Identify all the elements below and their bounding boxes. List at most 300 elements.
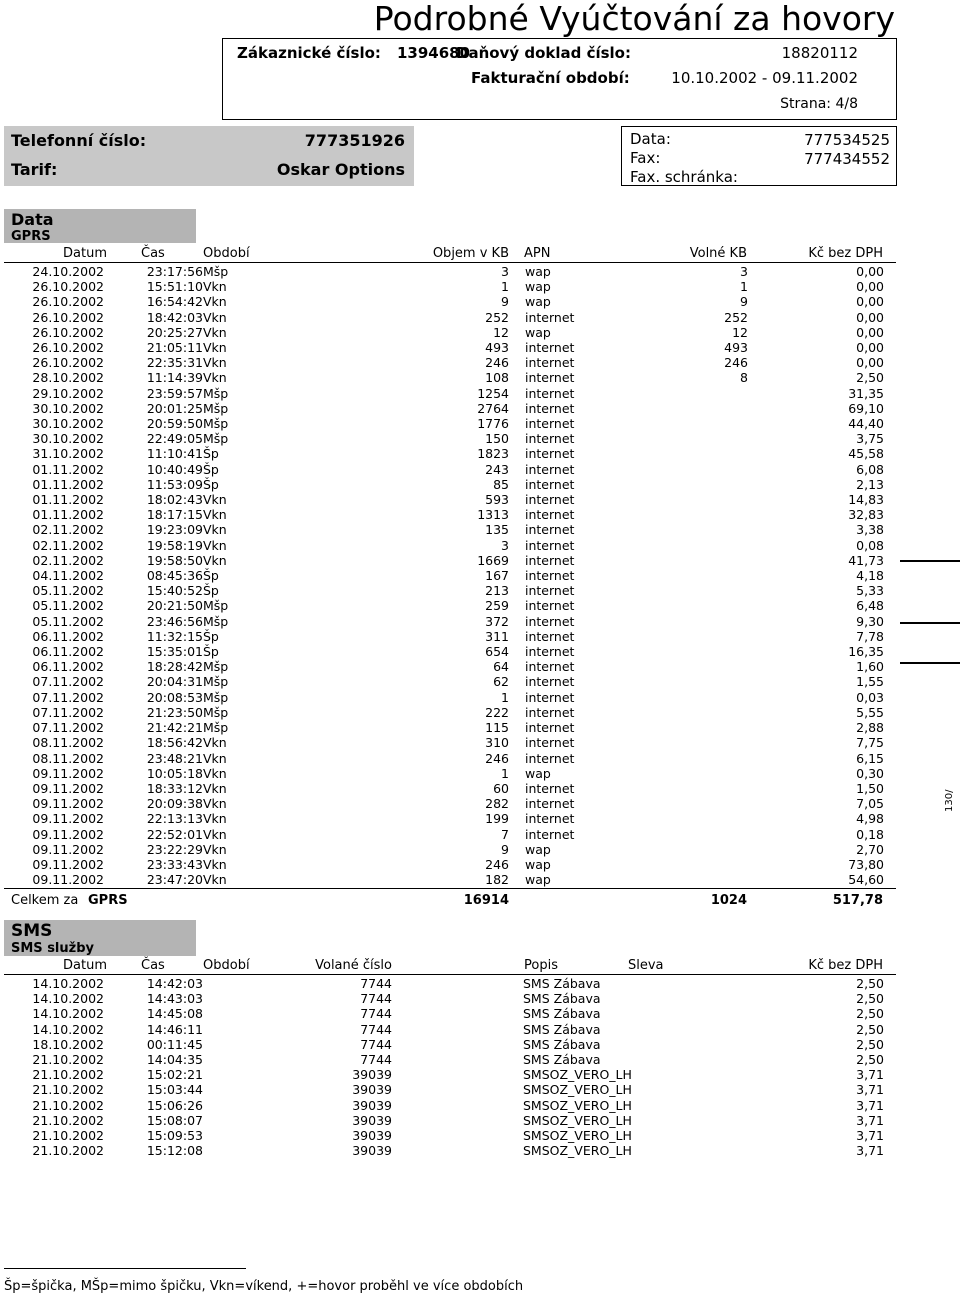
gprs-price: 0,08: [856, 537, 884, 553]
gprs-apn: wap: [525, 294, 551, 310]
gprs-volume: 246: [485, 355, 509, 371]
gprs-spacer: [509, 325, 525, 340]
gprs-time: 20:59:50: [146, 416, 203, 432]
sms-called-number: 39039: [352, 1097, 392, 1113]
gprs-date: 02.11.2002: [32, 537, 104, 553]
sms-row: [4, 1098, 884, 1113]
gprs-time: 10:40:49: [146, 461, 203, 477]
gprs-spacer: [509, 796, 525, 811]
gprs-volume: 259: [485, 598, 509, 614]
sms-time: 15:09:53: [146, 1128, 203, 1144]
gprs-volume: 222: [485, 704, 509, 720]
gprs-period: Vkn: [203, 537, 227, 553]
gprs-volume: 1: [501, 765, 509, 781]
gprs-date: 02.11.2002: [32, 522, 104, 538]
gprs-volume: 2764: [477, 400, 509, 416]
gprs-apn: internet: [525, 507, 575, 523]
fax-number-value: 777434552: [804, 150, 890, 168]
gprs-volume: 64: [493, 659, 509, 675]
gprs-date: 05.11.2002: [32, 613, 104, 629]
gprs-apn: internet: [525, 598, 575, 614]
gprs-period: Mšp: [203, 598, 229, 614]
gprs-price: 4,18: [856, 568, 884, 584]
gprs-volume: 1254: [477, 385, 509, 401]
sms-col-sleva: Sleva: [628, 958, 664, 973]
data-header-rule: [4, 262, 896, 263]
gprs-row: [4, 477, 884, 492]
data-number-value: 777534525: [804, 131, 890, 149]
sms-description: SMSOZ_VERO_LH: [523, 1097, 632, 1113]
gprs-spacer: [509, 690, 525, 705]
gprs-period: Mšp: [203, 674, 229, 690]
gprs-volume: 1: [501, 689, 509, 705]
gprs-time: 15:51:10: [146, 279, 203, 295]
gprs-period: Mšp: [203, 400, 229, 416]
gprs-time: 20:04:31: [146, 674, 203, 690]
gprs-period: Vkn: [203, 492, 227, 508]
gprs-time: 11:14:39: [146, 370, 203, 386]
gprs-row: [4, 751, 884, 766]
gprs-free-kb: 3: [740, 264, 748, 279]
sms-date: 14.10.2002: [32, 976, 104, 991]
gprs-volume: 246: [485, 856, 509, 872]
gprs-row: [4, 279, 884, 294]
gprs-apn: wap: [525, 264, 551, 279]
gprs-price: 7,78: [856, 628, 884, 644]
col-volne-kb: Volné KB: [689, 246, 747, 261]
gprs-price: 5,33: [856, 583, 884, 599]
gprs-price: 6,48: [856, 598, 884, 614]
gprs-free-kb: [675, 766, 748, 781]
gprs-row: [4, 340, 884, 355]
gprs-free-kb: [675, 644, 748, 659]
sms-row: [4, 1082, 884, 1097]
gprs-apn: internet: [525, 355, 575, 371]
gprs-spacer: [509, 827, 525, 842]
sms-time: 14:42:03: [146, 976, 203, 991]
sms-time: 14:04:35: [146, 1052, 203, 1068]
gprs-free-kb: 12: [732, 324, 748, 340]
gprs-price: 2,88: [856, 720, 884, 736]
gprs-apn: internet: [525, 720, 575, 736]
gprs-price: 2,70: [856, 841, 884, 857]
sms-col-called-number: Volané číslo: [315, 958, 392, 973]
gprs-period: Šp: [203, 476, 219, 492]
gprs-volume: 135: [485, 522, 509, 538]
gprs-row: [4, 629, 884, 644]
gprs-time: 23:46:56: [146, 613, 203, 629]
gprs-spacer: [509, 416, 525, 431]
gprs-period: Mšp: [203, 385, 229, 401]
gprs-price: 0,00: [856, 309, 884, 325]
gprs-period: Mšp: [203, 659, 229, 675]
gprs-time: 23:17:56: [146, 264, 203, 279]
sms-called-number: 7744: [360, 991, 392, 1007]
gprs-free-kb: [675, 522, 748, 537]
col-objem: Objem v KB: [432, 246, 509, 261]
gprs-apn: internet: [525, 826, 575, 842]
gprs-volume: 115: [485, 720, 509, 736]
gprs-price: 73,80: [848, 856, 884, 872]
gprs-apn: internet: [525, 735, 575, 751]
sms-time: 00:11:45: [146, 1036, 203, 1052]
sms-description: SMS Zábava: [523, 1006, 601, 1022]
sms-called-number: 39039: [352, 1082, 392, 1098]
gprs-apn: wap: [525, 841, 551, 857]
gprs-row: [4, 492, 884, 507]
gprs-row: [4, 583, 884, 598]
gprs-apn: internet: [525, 400, 575, 416]
gprs-volume: 167: [485, 568, 509, 584]
gprs-date: 28.10.2002: [32, 370, 104, 386]
gprs-price: 0,00: [856, 279, 884, 295]
gprs-free-kb: 1: [740, 279, 748, 295]
gprs-spacer: [509, 614, 525, 629]
gprs-volume: 108: [485, 370, 509, 386]
gprs-spacer: [509, 583, 525, 598]
data-section-title: Data: [11, 210, 54, 229]
gprs-free-kb: [675, 872, 748, 887]
gprs-apn: internet: [525, 568, 575, 584]
gprs-time: 18:28:42: [146, 659, 203, 675]
tariff-label: Tarif:: [11, 160, 58, 179]
gprs-date: 02.11.2002: [32, 552, 104, 568]
gprs-apn: wap: [525, 324, 551, 340]
sms-description: SMSOZ_VERO_LH: [523, 1067, 632, 1083]
gprs-apn: internet: [525, 446, 575, 462]
gprs-row: [4, 720, 884, 735]
gprs-apn: internet: [525, 370, 575, 386]
sms-called-number: 39039: [352, 1067, 392, 1083]
gprs-date: 01.11.2002: [32, 507, 104, 523]
col-cas: Čas: [141, 246, 165, 261]
gprs-row: [4, 705, 884, 720]
sms-price: 2,50: [856, 1036, 884, 1052]
gprs-row: [4, 659, 884, 674]
footnote: Šp=špička, MŠp=mimo špičku, Vkn=víkend, +=hovor proběhl ve více obdobích: [4, 1279, 524, 1294]
sms-date: 21.10.2002: [32, 1082, 104, 1098]
sms-called-number: 7744: [360, 1006, 392, 1022]
gprs-price: 0,00: [856, 355, 884, 371]
gprs-date: 07.11.2002: [32, 689, 104, 705]
gprs-price: 3,75: [856, 431, 884, 447]
gprs-price: 45,58: [848, 446, 884, 462]
gprs-date: 05.11.2002: [32, 598, 104, 614]
sms-description: SMSOZ_VERO_LH: [523, 1112, 632, 1128]
gprs-free-kb: [675, 598, 748, 613]
gprs-date: 06.11.2002: [32, 644, 104, 660]
gprs-time: 22:35:31: [146, 355, 203, 371]
gprs-free-kb: 252: [724, 309, 748, 325]
gprs-period: Vkn: [203, 826, 227, 842]
gprs-spacer: [509, 279, 525, 294]
gprs-row: [4, 796, 884, 811]
gprs-time: 18:17:15: [146, 507, 203, 523]
gprs-spacer: [509, 568, 525, 583]
sms-description: SMS Zábava: [523, 976, 601, 991]
gprs-free-kb: [675, 446, 748, 461]
gprs-period: Mšp: [203, 613, 229, 629]
gprs-free-kb: [675, 857, 748, 872]
gprs-volume: 150: [485, 431, 509, 447]
gprs-time: 23:48:21: [146, 750, 203, 766]
gprs-free-kb: [675, 674, 748, 689]
sms-price: 3,71: [856, 1112, 884, 1128]
gprs-price: 1,55: [856, 674, 884, 690]
gprs-date: 07.11.2002: [32, 704, 104, 720]
gprs-date: 26.10.2002: [32, 294, 104, 310]
gprs-spacer: [509, 294, 525, 309]
gprs-price: 9,30: [856, 613, 884, 629]
gprs-row: [4, 264, 884, 279]
gprs-apn: wap: [525, 279, 551, 295]
gprs-date: 01.11.2002: [32, 492, 104, 508]
page-title: Podrobné Vyúčtování za hovory: [373, 0, 895, 38]
gprs-row: [4, 522, 884, 537]
gprs-free-kb: [675, 492, 748, 507]
gprs-time: 22:49:05: [146, 431, 203, 447]
footnote-rule: [4, 1268, 246, 1269]
col-kc-bez-dph: Kč bez DPH: [808, 246, 883, 261]
gprs-time: 20:21:50: [146, 598, 203, 614]
side-mark-line: [900, 662, 960, 664]
sms-description: SMS Zábava: [523, 1021, 601, 1037]
gprs-date: 04.11.2002: [32, 568, 104, 584]
gprs-period: Vkn: [203, 856, 227, 872]
gprs-price: 14,83: [848, 492, 884, 508]
gprs-period: Vkn: [203, 765, 227, 781]
gprs-time: 20:09:38: [146, 796, 203, 812]
sms-row: [4, 1067, 884, 1082]
gprs-volume: 3: [501, 537, 509, 553]
sms-row: [4, 1143, 884, 1158]
gprs-time: 20:08:53: [146, 689, 203, 705]
total-price: 517,78: [832, 893, 883, 908]
gprs-volume: 246: [485, 750, 509, 766]
gprs-date: 08.11.2002: [32, 750, 104, 766]
gprs-period: Vkn: [203, 279, 227, 295]
gprs-period: Vkn: [203, 796, 227, 812]
gprs-spacer: [509, 310, 525, 325]
gprs-date: 09.11.2002: [32, 796, 104, 812]
gprs-free-kb: [675, 568, 748, 583]
sms-row: [4, 1128, 884, 1143]
gprs-free-kb: [675, 462, 748, 477]
gprs-period: Vkn: [203, 370, 227, 386]
sms-price: 3,71: [856, 1128, 884, 1144]
sms-row: [4, 976, 884, 991]
gprs-volume: 311: [485, 628, 509, 644]
gprs-spacer: [509, 386, 525, 401]
gprs-row: [4, 568, 884, 583]
total-label: Celkem za: [11, 893, 79, 908]
gprs-apn: internet: [525, 704, 575, 720]
sms-subtitle: SMS služby: [11, 941, 94, 956]
gprs-price: 0,00: [856, 294, 884, 310]
gprs-spacer: [509, 431, 525, 446]
gprs-free-kb: [675, 431, 748, 446]
gprs-volume: 213: [485, 583, 509, 599]
gprs-date: 26.10.2002: [32, 324, 104, 340]
sms-table: [4, 976, 884, 1158]
gprs-spacer: [509, 538, 525, 553]
gprs-price: 41,73: [848, 552, 884, 568]
gprs-row: [4, 614, 884, 629]
gprs-spacer: [509, 705, 525, 720]
gprs-row: [4, 735, 884, 750]
gprs-volume: 1313: [477, 507, 509, 523]
sms-row: [4, 1037, 884, 1052]
sms-time: 14:43:03: [146, 991, 203, 1007]
gprs-date: 24.10.2002: [32, 264, 104, 279]
gprs-period: Mšp: [203, 431, 229, 447]
gprs-volume: 85: [493, 476, 509, 492]
sms-called-number: 39039: [352, 1143, 392, 1159]
gprs-spacer: [509, 553, 525, 568]
tariff-value: Oskar Options: [276, 160, 405, 179]
customer-number-label: Zákaznické číslo:: [237, 44, 381, 62]
sms-col-cas: Čas: [141, 958, 165, 973]
gprs-apn: internet: [525, 613, 575, 629]
gprs-period: Šp: [203, 446, 219, 462]
gprs-volume: 3: [501, 264, 509, 279]
gprs-spacer: [509, 355, 525, 370]
gprs-apn: internet: [525, 796, 575, 812]
gprs-spacer: [509, 462, 525, 477]
gprs-free-kb: [675, 507, 748, 522]
gprs-free-kb: [675, 401, 748, 416]
gprs-spacer: [509, 811, 525, 826]
gprs-free-kb: [675, 735, 748, 750]
gprs-spacer: [509, 598, 525, 613]
gprs-free-kb: 246: [724, 355, 748, 371]
gprs-row: [4, 446, 884, 461]
gprs-free-kb: [675, 538, 748, 553]
gprs-price: 0,30: [856, 765, 884, 781]
gprs-row: [4, 538, 884, 553]
sms-description: SMS Zábava: [523, 1036, 601, 1052]
gprs-volume: 1776: [477, 416, 509, 432]
gprs-date: 30.10.2002: [32, 431, 104, 447]
gprs-apn: internet: [525, 309, 575, 325]
gprs-time: 23:22:29: [146, 841, 203, 857]
gprs-row: [4, 386, 884, 401]
col-datum: Datum: [63, 246, 107, 261]
sms-description: SMS Zábava: [523, 991, 601, 1007]
gprs-price: 7,75: [856, 735, 884, 751]
gprs-row: [4, 325, 884, 340]
gprs-period: Vkn: [203, 340, 227, 356]
gprs-apn: internet: [525, 522, 575, 538]
gprs-row: [4, 857, 884, 872]
sms-price: 3,71: [856, 1082, 884, 1098]
gprs-row: [4, 811, 884, 826]
gprs-price: 2,50: [856, 370, 884, 386]
gprs-free-kb: [675, 842, 748, 857]
gprs-spacer: [509, 629, 525, 644]
gprs-volume: 310: [485, 735, 509, 751]
gprs-price: 54,60: [848, 872, 884, 888]
gprs-apn: internet: [525, 628, 575, 644]
gprs-apn: internet: [525, 659, 575, 675]
sms-time: 14:45:08: [146, 1006, 203, 1022]
gprs-date: 30.10.2002: [32, 400, 104, 416]
sms-description: SMSOZ_VERO_LH: [523, 1143, 632, 1159]
sms-col-kc-bez-dph: Kč bez DPH: [808, 958, 883, 973]
gprs-free-kb: [675, 386, 748, 401]
gprs-spacer: [509, 370, 525, 385]
sms-price: 3,71: [856, 1067, 884, 1083]
gprs-row: [4, 690, 884, 705]
gprs-volume: 199: [485, 811, 509, 827]
gprs-apn: internet: [525, 552, 575, 568]
gprs-date: 26.10.2002: [32, 355, 104, 371]
sms-called-number: 7744: [360, 1021, 392, 1037]
gprs-row: [4, 431, 884, 446]
phone-number-label: Telefonní číslo:: [11, 131, 147, 150]
gprs-period: Vkn: [203, 841, 227, 857]
gprs-price: 0,00: [856, 340, 884, 356]
total-volume: 16914: [463, 893, 509, 908]
sms-col-datum: Datum: [63, 958, 107, 973]
gprs-time: 16:54:42: [146, 294, 203, 310]
gprs-free-kb: [675, 811, 748, 826]
gprs-spacer: [509, 264, 525, 279]
sms-description: SMS Zábava: [523, 1052, 601, 1068]
sms-price: 2,50: [856, 1021, 884, 1037]
gprs-apn: wap: [525, 856, 551, 872]
gprs-price: 5,55: [856, 704, 884, 720]
gprs-table: [4, 264, 884, 887]
side-mark-line: [900, 560, 960, 562]
gprs-row: [4, 842, 884, 857]
gprs-price: 2,13: [856, 476, 884, 492]
gprs-period: Vkn: [203, 309, 227, 325]
gprs-time: 18:56:42: [146, 735, 203, 751]
gprs-price: 6,08: [856, 461, 884, 477]
gprs-spacer: [509, 659, 525, 674]
gprs-row: [4, 644, 884, 659]
gprs-date: 09.11.2002: [32, 826, 104, 842]
gprs-free-kb: [675, 416, 748, 431]
gprs-period: Vkn: [203, 324, 227, 340]
gprs-spacer: [509, 720, 525, 735]
gprs-date: 06.11.2002: [32, 628, 104, 644]
gprs-apn: wap: [525, 765, 551, 781]
gprs-date: 26.10.2002: [32, 340, 104, 356]
sms-called-number: 39039: [352, 1112, 392, 1128]
sms-row: [4, 1022, 884, 1037]
billing-period-value: 10.10.2002 - 09.11.2002: [671, 69, 858, 87]
gprs-price: 31,35: [848, 385, 884, 401]
sms-time: 15:03:44: [146, 1082, 203, 1098]
gprs-price: 0,00: [856, 264, 884, 279]
gprs-volume: 493: [485, 340, 509, 356]
gprs-apn: internet: [525, 583, 575, 599]
gprs-time: 22:52:01: [146, 826, 203, 842]
gprs-free-kb: [675, 614, 748, 629]
gprs-price: 1,60: [856, 659, 884, 675]
gprs-volume: 252: [485, 309, 509, 325]
gprs-period: Vkn: [203, 552, 227, 568]
side-code: 130/: [944, 789, 955, 812]
gprs-time: 21:23:50: [146, 704, 203, 720]
gprs-apn: internet: [525, 537, 575, 553]
gprs-spacer: [509, 644, 525, 659]
sms-price: 2,50: [856, 991, 884, 1007]
gprs-price: 0,03: [856, 689, 884, 705]
sms-called-number: 7744: [360, 1036, 392, 1052]
